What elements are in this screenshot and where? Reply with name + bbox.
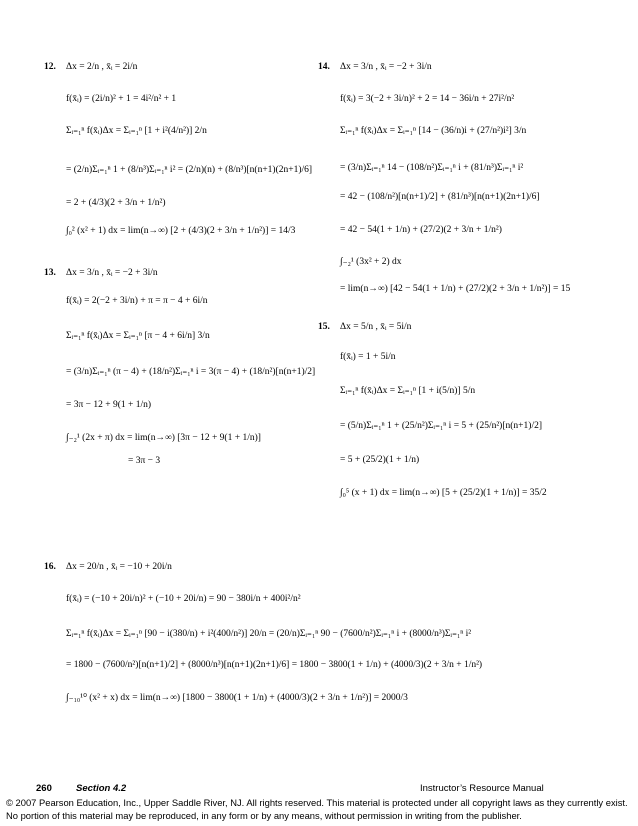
math-line: Σᵢ₌₁ⁿ f(x̄ᵢ)Δx = Σᵢ₌₁ⁿ [1 + i²(4/n²)] 2/n [66, 126, 207, 136]
math-line: Δx = 5/n , x̄ᵢ = 5i/n [340, 322, 412, 332]
math-line: = 5 + (25/2)(1 + 1/n) [340, 455, 420, 465]
math-line: f(x̄ᵢ) = (−10 + 20i/n)² + (−10 + 20i/n) = 90 − 380i/n + 400i²/n² [66, 594, 301, 604]
math-line: = 2 + (4/3)(2 + 3/n + 1/n²) [66, 198, 166, 208]
math-line: = lim(n→∞) [42 − 54(1 + 1/n) + (27/2)(2 + 3/n + 1/n²)] = 15 [340, 284, 571, 294]
math-line: Σᵢ₌₁ⁿ f(x̄ᵢ)Δx = Σᵢ₌₁ⁿ [90 − i(380/n) + i²(400/n²)] 20/n = (20/n)Σᵢ₌₁ⁿ 90 − (7600/n²)Σᵢ₌₁ⁿ i + (8000/n³)Σᵢ₌₁ⁿ i² [66, 629, 472, 639]
problem-number: 14. [318, 62, 330, 72]
math-line: = 42 − (108/n²)[n(n+1)/2] + (81/n³)[n(n+1)(2n+1)/6] [340, 192, 540, 202]
problem-number: 13. [44, 268, 56, 278]
math-line: f(x̄ᵢ) = (2i/n)² + 1 = 4i²/n² + 1 [66, 94, 177, 104]
math-line: f(x̄ᵢ) = 3(−2 + 3i/n)² + 2 = 14 − 36i/n + 27i²/n² [340, 94, 515, 104]
math-line: = 3π − 3 [128, 456, 161, 466]
math-line: f(x̄ᵢ) = 2(−2 + 3i/n) + π = π − 4 + 6i/n [66, 296, 208, 306]
problem-number: 12. [44, 62, 56, 72]
section-label: Section 4.2 [76, 783, 127, 794]
math-line: Σᵢ₌₁ⁿ f(x̄ᵢ)Δx = Σᵢ₌₁ⁿ [14 − (36/n)i + (27/n²)i²] 3/n [340, 126, 527, 136]
math-line: = (2/n)Σᵢ₌₁ⁿ 1 + (8/n³)Σᵢ₌₁ⁿ i² = (2/n)(n) + (8/n³)[n(n+1)(2n+1)/6] [66, 165, 313, 175]
page-number: 260 [36, 783, 52, 794]
math-line: = 42 − 54(1 + 1/n) + (27/2)(2 + 3/n + 1/n²) [340, 225, 502, 235]
math-line: ∫₋₂¹ (2x + π) dx = lim(n→∞) [3π − 12 + 9(1 + 1/n)] [66, 433, 261, 443]
math-line: Σᵢ₌₁ⁿ f(x̄ᵢ)Δx = Σᵢ₌₁ⁿ [1 + i(5/n)] 5/n [340, 386, 476, 396]
problem-number: 15. [318, 322, 330, 332]
math-line: = (5/n)Σᵢ₌₁ⁿ 1 + (25/n²)Σᵢ₌₁ⁿ i = 5 + (25/n²)[n(n+1)/2] [340, 421, 542, 431]
math-line: ∫₋₂¹ (3x² + 2) dx [340, 257, 402, 267]
math-line: Δx = 20/n , x̄ᵢ = −10 + 20i/n [66, 562, 172, 572]
copyright-notice: © 2007 Pearson Education, Inc., Upper Saddle River, NJ. All rights reserved. This material is protected under all copyright laws as they currently exist. No portion of this material may be reproduced, in any form or by any means, without permission in writing from the publisher. [6, 797, 628, 821]
problem-number: 16. [44, 562, 56, 572]
math-line: f(x̄ᵢ) = 1 + 5i/n [340, 352, 396, 362]
math-line: = 1800 − (7600/n²)[n(n+1)/2] + (8000/n³)[n(n+1)(2n+1)/6] = 1800 − 3800(1 + 1/n) + (4000/3)(2 + 3/n + 1/n²) [66, 660, 483, 670]
math-line: = (3/n)Σᵢ₌₁ⁿ (π − 4) + (18/n²)Σᵢ₌₁ⁿ i = 3(π − 4) + (18/n²)[n(n+1)/2] [66, 367, 316, 377]
math-line: = (3/n)Σᵢ₌₁ⁿ 14 − (108/n²)Σᵢ₌₁ⁿ i + (81/n³)Σᵢ₌₁ⁿ i² [340, 163, 524, 173]
math-line: Σᵢ₌₁ⁿ f(x̄ᵢ)Δx = Σᵢ₌₁ⁿ [π − 4 + 6i/n] 3/n [66, 331, 210, 341]
math-line: ∫₀⁵ (x + 1) dx = lim(n→∞) [5 + (25/2)(1 + 1/n)] = 35/2 [340, 488, 547, 498]
math-line: ∫₋₁₀¹⁰ (x² + x) dx = lim(n→∞) [1800 − 3800(1 + 1/n) + (4000/3)(2 + 3/n + 1/n²)] = 2000/3 [66, 693, 408, 703]
math-line: Δx = 3/n , x̄ᵢ = −2 + 3i/n [340, 62, 432, 72]
math-line: = 3π − 12 + 9(1 + 1/n) [66, 400, 152, 410]
math-line: Δx = 3/n , x̄ᵢ = −2 + 3i/n [66, 268, 158, 278]
manual-title: Instructor’s Resource Manual [420, 783, 544, 794]
math-line: ∫₀² (x² + 1) dx = lim(n→∞) [2 + (4/3)(2 + 3/n + 1/n²)] = 14/3 [66, 226, 296, 236]
math-line: Δx = 2/n , x̄ᵢ = 2i/n [66, 62, 138, 72]
